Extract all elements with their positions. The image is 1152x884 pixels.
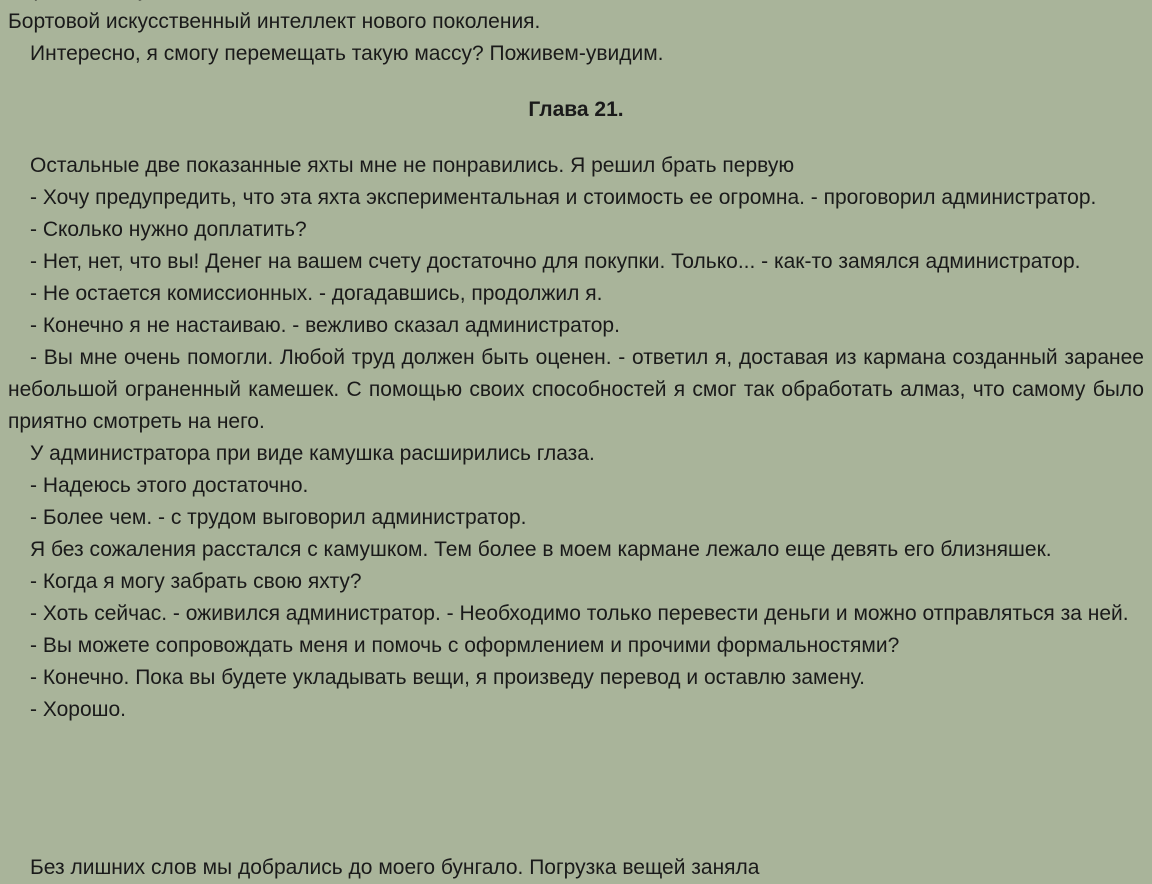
paragraph-3: - Сколько нужно доплатить?: [30, 218, 307, 241]
paragraph-14: - Вы можете сопровождать меня и помочь с оформлением и прочими формальностями?: [30, 634, 900, 657]
paragraph-top-continuation: Бортовой искусственный интеллект нового поколения.: [8, 10, 541, 33]
paragraph-12: - Когда я могу забрать свою яхту?: [30, 570, 362, 593]
paragraph-7: - Вы мне очень помогли. Любой труд должен быть оценен. - ответил я, доставая из кармана созданный заранее небольшой ограненный камешек. С помощью своих способностей я смог так обработать алмаз, что самому было приятно смотреть на него.: [8, 346, 1144, 433]
paragraph-15: - Конечно. Пока вы будете укладывать вещи, я произведу перевод и оставлю замену.: [30, 666, 865, 689]
paragraph-bottom-continuation: Без лишних слов мы добрались до моего бунгало. Погрузка вещей заняла: [30, 856, 760, 879]
cut-text-line: [8, 0, 1144, 6]
partial-line-bottom-cut: [8, 854, 1144, 879]
paragraph-9: - Надеюсь этого достаточно.: [30, 474, 309, 497]
paragraph-6: - Конечно я не настаиваю. - вежливо сказал администратор.: [30, 314, 620, 337]
partial-line-top-cut: [8, 0, 1144, 6]
paragraph-11: Я без сожаления расстался с камушком. Тем более в моем кармане лежало еще девять его близняшек.: [30, 538, 1052, 561]
paragraph-1: Остальные две показанные яхты мне не понравились. Я решил брать первую: [30, 154, 795, 177]
paragraph-16: - Хорошо.: [30, 698, 126, 721]
paragraph-10: - Более чем. - с трудом выговорил администратор.: [30, 506, 527, 529]
paragraph-5: - Не остается комиссионных. - догадавшись, продолжил я.: [30, 282, 603, 305]
paragraph-0: Интересно, я смогу перемещать такую массу? Поживем-увидим.: [30, 42, 664, 65]
chapter-heading: Глава 21.: [528, 98, 624, 121]
paragraph-8: У администратора при виде камушка расширились глаза.: [30, 442, 595, 465]
paragraph-13: - Хоть сейчас. - оживился администратор. - Необходимо только перевести деньги и можно отправляться за ней.: [30, 602, 1129, 625]
paragraph-2: - Хочу предупредить, что эта яхта экспериментальная и стоимость ее огромна. - проговорил администратор.: [30, 186, 1097, 209]
paragraph-4: - Нет, нет, что вы! Денег на вашем счету достаточно для покупки. Только... - как-то замялся администратор.: [30, 250, 1081, 273]
